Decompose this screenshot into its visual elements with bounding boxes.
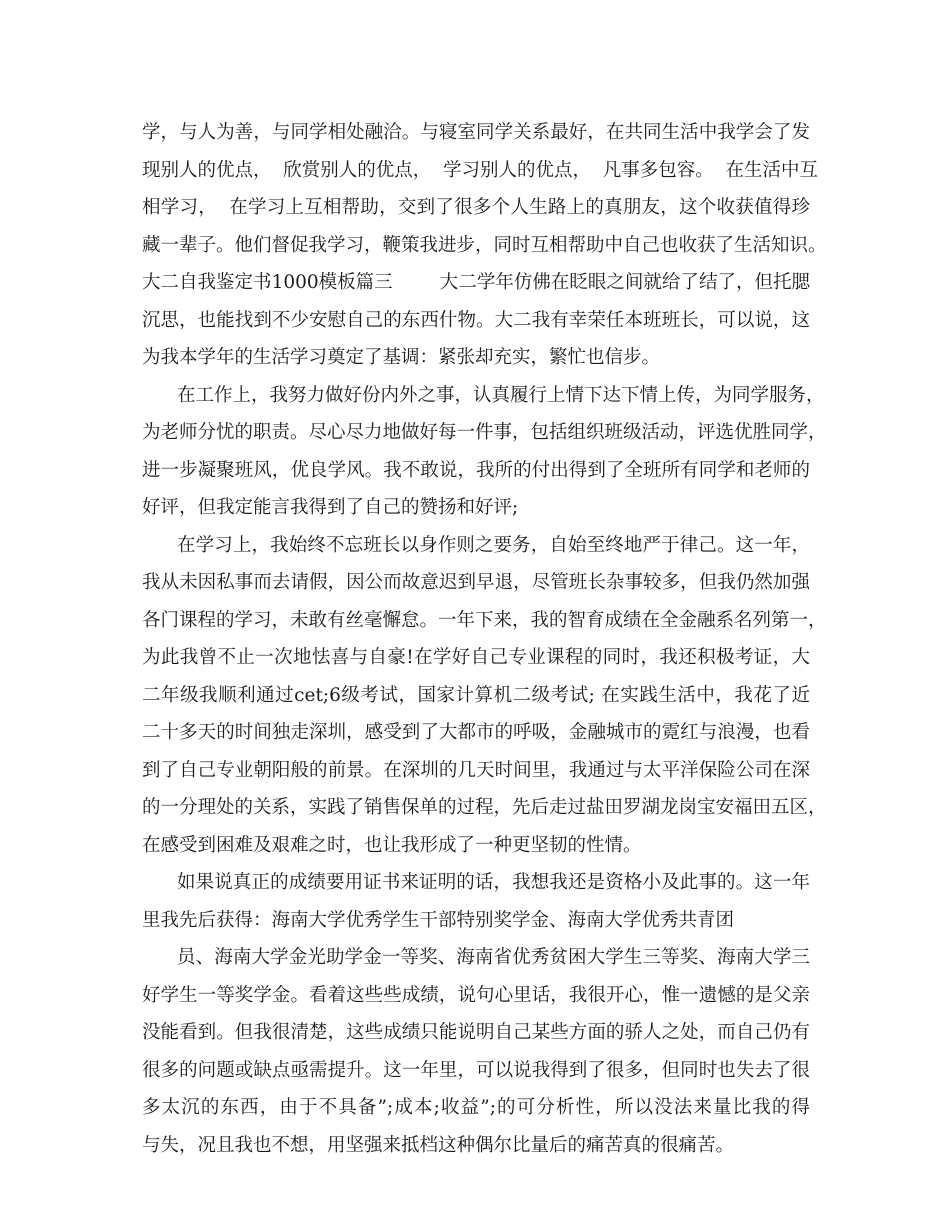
text-line: 为我本学年的生活学习奠定了基调：紧张却充实，繁忙也信步。: [142, 347, 661, 368]
text-line: 与失，况且我也不想，用坚强来抵档这种偶尔比量后的痛苦真的很痛苦。: [142, 1135, 735, 1156]
text-line: 里我先后获得：海南大学优秀学生干部特别奖学金、海南大学优秀共青团: [142, 910, 735, 931]
text-line: 各门课程的学习，未敢有丝毫懈怠。一年下来，我的智育成绩在全金融系名列第一，: [142, 610, 827, 631]
text-line: 好评，但我定能言我得到了自己的赞扬和好评;: [142, 497, 519, 518]
text-line: 沉思，也能找到不少安慰自己的东西什物。大二我有幸荣任本班班长，可以说，这: [142, 310, 810, 331]
paragraph-start-line: 在工作上，我努力做好份内外之事，认真履行上情下达下情上传，为同学服务，: [177, 385, 825, 406]
text-line: 二十多天的时间独走深圳，感受到了大都市的呼吸，金融城市的霓红与浪漫，也看: [142, 722, 810, 743]
text-line: 学，与人为善，与同学相处融洽。与寝室同学关系最好，在共同生活中我学会了发: [142, 122, 810, 143]
paragraph-start-line: 员、海南大学金光助学金一等奖、海南省优秀贫困大学生三等奖、海南大学三: [177, 947, 810, 968]
text-line: 进一步凝聚班风，优良学风。我不敢说，我所的付出得到了全班所有同学和老师的: [142, 460, 810, 481]
text-line: 为此我曾不止一次地怯喜与自豪!在学好自己专业课程的同时，我还积极考证，大: [142, 647, 810, 668]
paragraph-start-line: 在学习上，我始终不忘班长以身作则之要务，自始至终地严于律己。这一年，: [177, 535, 810, 556]
text-line: 大二自我鉴定书1000模板篇三 大二学年仿佛在眨眼之间就给了结了，但托腮: [142, 272, 810, 293]
text-line: 为老师分忧的职责。尽心尽力地做好每一件事，包括组织班级活动，评选优胜同学，: [142, 422, 827, 443]
text-line: 到了自己专业朝阳般的前景。在深圳的几天时间里，我通过与太平洋保险公司在深: [142, 760, 810, 781]
text-line: 好学生一等奖学金。看着这些些成绩，说句心里话，我很开心，惟一遗憾的是父亲: [142, 985, 810, 1006]
paragraph-start-line: 如果说真正的成绩要用证书来证明的话，我想我还是资格小及此事的。这一年: [177, 872, 810, 893]
text-line: 相学习， 在学习上互相帮助，交到了很多个人生路上的真朋友，这个收获值得珍: [142, 197, 810, 218]
text-line: 的一分理处的关系，实践了销售保单的过程，先后走过盐田罗湖龙岗宝安福田五区，: [142, 797, 827, 818]
text-line: 二年级我顺利通过cet;6级考试，国家计算机二级考试; 在实践生活中，我花了近: [142, 685, 810, 706]
text-line: 在感受到困难及艰难之时，也让我形成了一种更坚韧的性情。: [142, 835, 642, 856]
text-line: 没能看到。但我很清楚，这些成绩只能说明自己某些方面的骄人之处，而自己仍有: [142, 1022, 810, 1043]
text-line: 藏一辈子。他们督促我学习，鞭策我进步，同时互相帮助中自己也收获了生活知识。: [142, 235, 827, 256]
text-line: 现别人的优点， 欣赏别人的优点， 学习别人的优点， 凡事多包容。 在生活中互: [142, 160, 819, 181]
text-line: 很多的问题或缺点亟需提升。这一年里，可以说我得到了很多，但同时也失去了很: [142, 1060, 810, 1081]
text-line: 我从未因私事而去请假，因公而故意迟到早退，尽管班长杂事较多，但我仍然加强: [142, 572, 810, 593]
text-line: 多太沉的东西，由于不具备”;成本;收益”;的可分析性，所以没法来量比我的得: [142, 1097, 810, 1118]
